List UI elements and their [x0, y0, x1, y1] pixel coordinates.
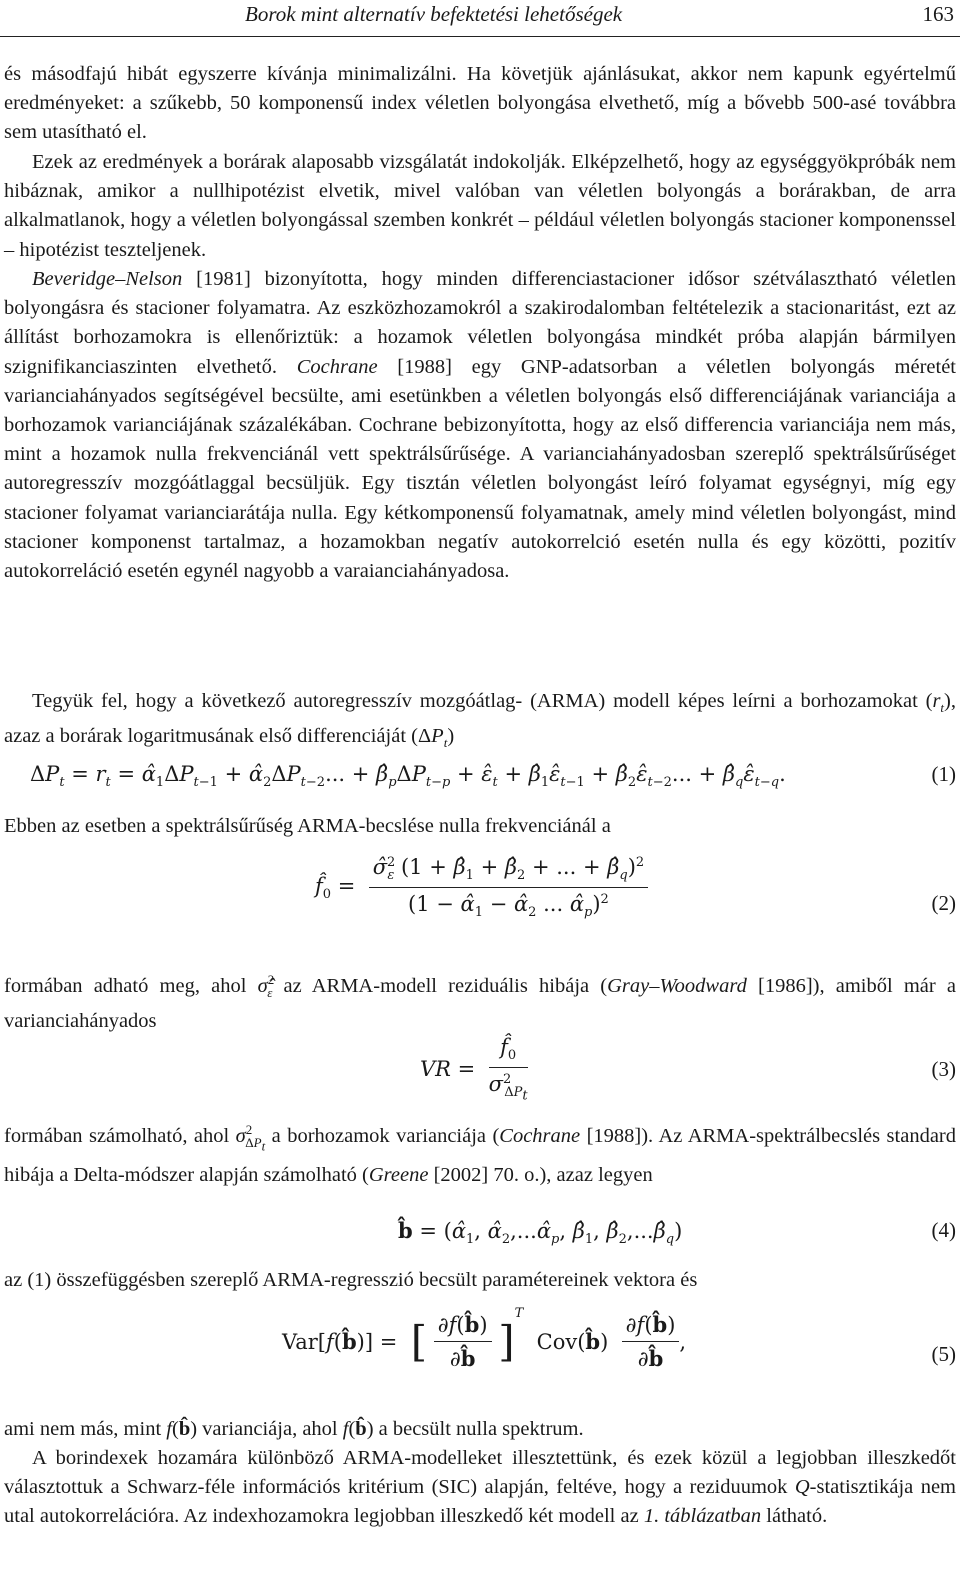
citation-cochrane-2: Cochrane: [499, 1124, 581, 1147]
equation-number-3: (3): [931, 1057, 956, 1081]
paragraph-6: formában számolható, ahol $\sigma^2_{\Delta P_t}$ a borhozamok varianciája (Cochrane [1988]). Az ARMA-spektrálbecslés standard hibája a Delta-módszer alapján számolható (Greene [2002] 70. o.), azaz legyen: [4, 1122, 957, 1186]
paragraph-1a: és másodfajú hibát egyszerre kívánja minimalizálni. Ha követjük ajánlásukat, akkor nem kapunk egyértelmű eredményeket: a szűkebb, 50 komponensű index véletlen bolyongása elvethető, míg a bővebb 500-asé továbbra sem utasítható el.: [4, 63, 956, 144]
equation-number-5: (5): [931, 1342, 956, 1366]
cov-label: Cov: [536, 1330, 578, 1354]
citation-cochrane: Cochrane: [296, 355, 378, 378]
equation-5: Var[f(b̂)] = [ $\frac{\partial f(b̂)}{\partial b̂}$ ]$^T$ Cov(b̂) $\frac{\partial f(b̂)}{\partial b̂}$ , (5): [282, 1306, 956, 1371]
vr-label: VR: [420, 1057, 451, 1082]
equation-number-1: (1): [931, 762, 956, 786]
paragraph-8: ami nem más, mint f(b̂) varianciája, ahol f(b̂) a becsült nulla spektrum.: [4, 1418, 584, 1440]
citation-gray-woodward: Gray–Woodward: [607, 974, 747, 997]
equation-number-4: (4): [931, 1218, 956, 1242]
running-header: [0, 0, 960, 37]
paragraph-4: Ebben az esetben a spektrálsűrűség ARMA-becslése nulla frekvenciánál a: [4, 815, 611, 837]
paragraph-5: formában adható meg, ahol σ̂$^2_\varepsilon$ az ARMA-modell reziduális hibája (Gray–Woodward [1986]), amiből már a varianciahányados: [4, 972, 957, 1033]
equation-3: VR = $\frac{f̂_0}{\sigma^2_{\Delta P_t}}$ (3): [420, 1035, 956, 1104]
paragraph-3: Tegyük fel, hogy a következő autoregresszív mozgóátlag- (ARMA) modell képes leírni a borhozamokat $(r_t)$, azaz a borárak logaritmusának első differenciáját $(\Delta P_t)$: [4, 690, 956, 751]
page-number: 163: [922, 2, 954, 26]
equation-2: $f̂_0$ = $\frac{\sigmâ^2_\varepsilon (1 + \betâ_1 + \betâ_2 + ... + \betâ_q)^2}{(1 - \alphâ_1 - \alphâ_2 ... \alphâ_p)^2}$ (2): [315, 855, 956, 921]
table-reference: 1. táblázatban: [643, 1505, 762, 1528]
citation-greene: Greene: [368, 1163, 429, 1186]
paragraph-1b: Ezek az eredmények a borárak alaposabb vizsgálatát indokolják. Elképzelhető, hogy az egységgyökpróbák nem hibáznak, amikor a nullhipotézist elvetik, mivel valóban van véletlen bolyongás a borárakban, de arra alkalmatlanok, hogy a véletlen bolyongással szemben konkrét – például véletlen bolyongás stacioner komponenssel – hipotézist teszteljenek.: [4, 151, 956, 261]
equation-number-2: (2): [931, 891, 956, 915]
running-title: Borok mint alternatív befektetési lehetőségek: [245, 2, 623, 26]
var-label: Var: [282, 1330, 318, 1354]
paragraph-9: A borindexek hozamára különböző ARMA-modelleket illesztettünk, és ezek közül a legjobban illeszkedőt választottuk a Schwarz-féle információs kritérium (SIC) alapján, feltéve, hogy a reziduumok Q-statisztikája nem utal autokorrelációra. Az indexhozamokra legjobban illeszkedő két modell az 1. táblázatban látható.: [4, 1447, 956, 1528]
citation-beveridge-nelson: Beveridge–Nelson: [32, 268, 183, 290]
paragraph-2: Beveridge–Nelson [1981] bizonyította, hogy minden differenciastacioner idősor szétválasztható véletlen bolyongásra és stacioner folyamatra. Az eszközhozamokról a szakirodalomban feltételezik a stacionaritást, ezt az állítást borhozamokra is ellenőriztük: a hozamok véletlen bolyongása mindkét próba alapján bármilyen szignifikanciaszinten elvethető. Cochrane [1988] egy GNP-adatsorban a véletlen bolyongás méretét varianciahányados segítségével becsülte, ami esetünkben a véletlen bolyongás első differenciájának varianciája a borhozamok varianciájának százalékában. Cochrane bebizonyította, hogy az első differencia varianciája nem más, mint a hozamok nulla frekvenciánál vett spektrálsűrűsége. A varianciahányadosban szereplő spektrálsűrűséget autoregresszív mozgóátlaggal becsüljük. Egy tisztán véletlen bolyongást leíró folyamat egységnyi, míg egy stacioner folyamat varianciarátája nulla. Egy kétkomponensű folyamatnak, amely mind véletlen bolyongást, mind stacioner komponenst tartalmaz, a hozamokban negatív autokorrelció esetén nulla és egy közötti, pozitív autokorreláció esetén egynél nagyobb a varaianciahányadosa.: [4, 268, 956, 583]
paragraph-7: az (1) összefüggésben szereplő ARMA-regresszió becsült paramétereinek vektora és: [4, 1269, 698, 1291]
